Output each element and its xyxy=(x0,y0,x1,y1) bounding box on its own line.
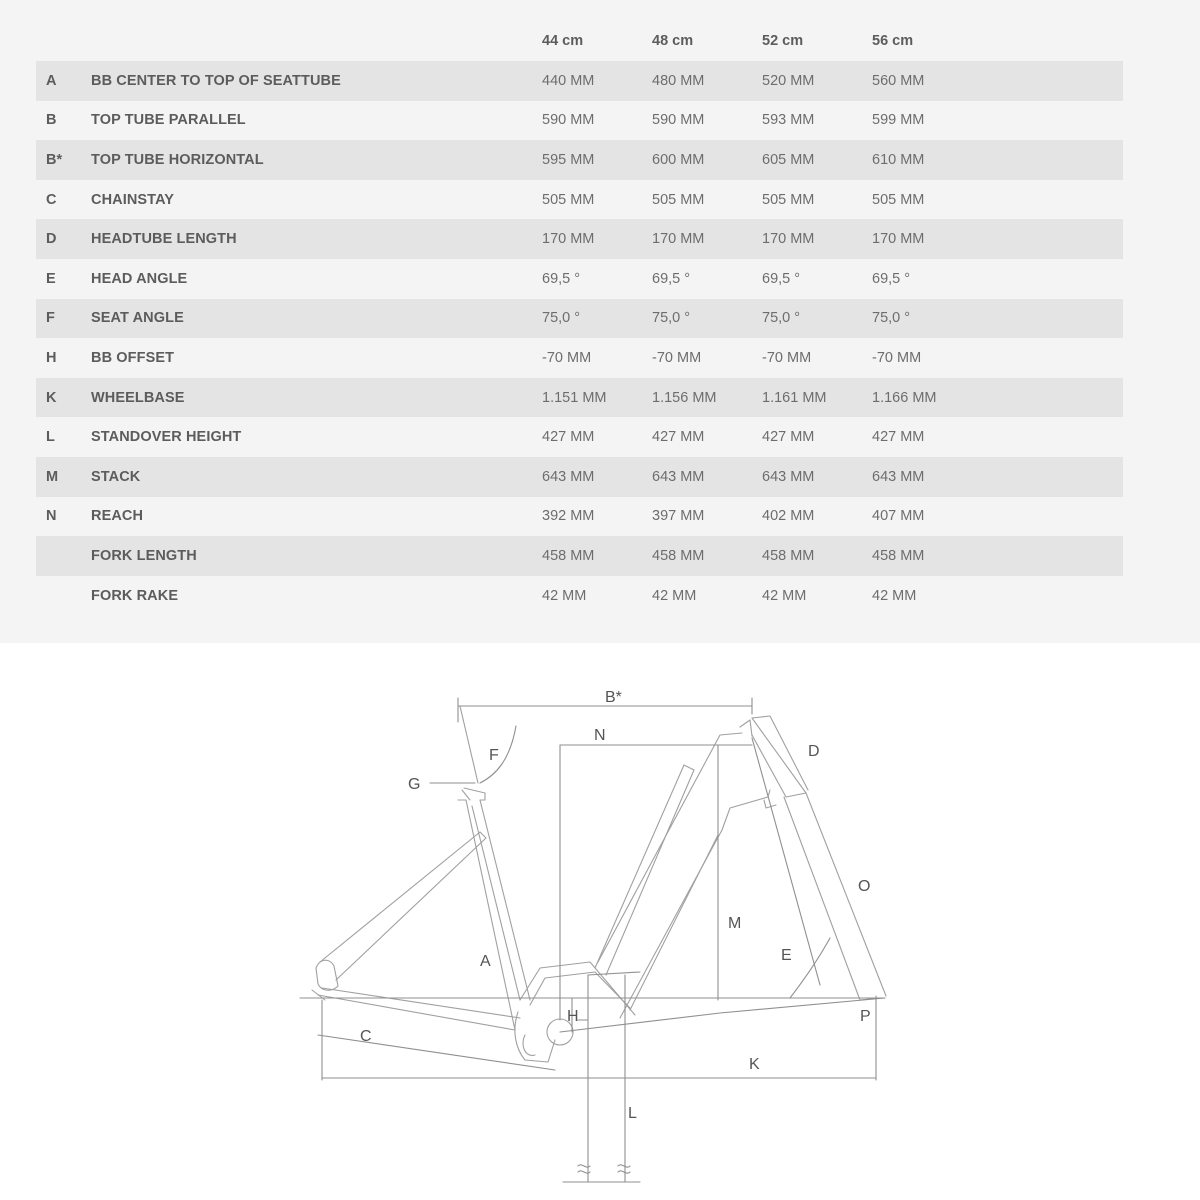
row-value: -70 MM xyxy=(762,338,872,378)
row-value: 505 MM xyxy=(872,180,1123,220)
row-value: 427 MM xyxy=(652,417,762,457)
row-value: -70 MM xyxy=(542,338,652,378)
header-size-48: 48 cm xyxy=(652,33,694,49)
table-row xyxy=(36,338,1123,378)
row-label: WHEELBASE xyxy=(91,378,542,418)
row-value: -70 MM xyxy=(872,338,1123,378)
row-value: 520 MM xyxy=(762,61,872,101)
table-row xyxy=(36,259,1123,299)
row-value: 643 MM xyxy=(542,457,652,497)
table-row xyxy=(36,497,1123,537)
header-code xyxy=(36,21,91,61)
seat-stay-outline xyxy=(312,832,486,1000)
row-label: TOP TUBE HORIZONTAL xyxy=(91,140,542,180)
row-value: 427 MM xyxy=(542,417,652,457)
row-code: B xyxy=(36,101,91,141)
row-value: 75,0 ° xyxy=(542,299,652,339)
down-tube-outline xyxy=(520,733,770,1018)
row-label: TOP TUBE PARALLEL xyxy=(91,101,542,141)
row-code: L xyxy=(36,417,91,457)
header-size-52: 52 cm xyxy=(762,33,804,49)
row-value: 402 MM xyxy=(762,497,872,537)
bike-geometry-diagram xyxy=(0,643,1200,1200)
row-value: 407 MM xyxy=(872,497,1123,537)
dimension-label-n: N xyxy=(594,727,606,744)
row-value: 392 MM xyxy=(542,497,652,537)
dimension-label-b-star: B* xyxy=(605,689,622,706)
row-value: 643 MM xyxy=(652,457,762,497)
row-value: 42 MM xyxy=(652,576,762,616)
row-value: 427 MM xyxy=(872,417,1123,457)
row-value: 1.151 MM xyxy=(542,378,652,418)
row-label: SEAT ANGLE xyxy=(91,299,542,339)
geometry-table xyxy=(36,21,1123,615)
row-value: 170 MM xyxy=(872,219,1123,259)
row-code: B* xyxy=(36,140,91,180)
row-label: REACH xyxy=(91,497,542,537)
row-value: 69,5 ° xyxy=(762,259,872,299)
row-value: 505 MM xyxy=(652,180,762,220)
table-row xyxy=(36,140,1123,180)
dimension-label-f: F xyxy=(489,747,499,764)
row-value: 1.166 MM xyxy=(872,378,1123,418)
row-value: 643 MM xyxy=(872,457,1123,497)
dimension-label-d: D xyxy=(808,743,820,760)
row-code: F xyxy=(36,299,91,339)
row-value: 69,5 ° xyxy=(652,259,762,299)
header-size-44: 44 cm xyxy=(542,33,584,49)
row-value: 605 MM xyxy=(762,140,872,180)
row-code: K xyxy=(36,378,91,418)
dimension-label-o: O xyxy=(858,878,871,895)
row-value: 75,0 ° xyxy=(652,299,762,339)
row-code: M xyxy=(36,457,91,497)
row-code: A xyxy=(36,61,91,101)
row-value: 42 MM xyxy=(762,576,872,616)
dimension-label-l: L xyxy=(628,1105,637,1122)
row-value: 600 MM xyxy=(652,140,762,180)
table-row xyxy=(36,457,1123,497)
row-value: 593 MM xyxy=(762,101,872,141)
row-value: 458 MM xyxy=(762,536,872,576)
row-value: 42 MM xyxy=(542,576,652,616)
row-value: 1.161 MM xyxy=(762,378,872,418)
frame-drawing xyxy=(0,643,1200,1200)
table-row xyxy=(36,417,1123,457)
row-value: 75,0 ° xyxy=(872,299,1123,339)
dimension-label-e: E xyxy=(781,947,792,964)
row-value: 170 MM xyxy=(762,219,872,259)
row-value: 69,5 ° xyxy=(872,259,1123,299)
fork-outline xyxy=(784,793,886,1000)
row-value: 75,0 ° xyxy=(762,299,872,339)
table-row xyxy=(36,536,1123,576)
row-label: FORK LENGTH xyxy=(91,536,542,576)
head-tube-outline xyxy=(752,716,808,808)
dimension-label-a: A xyxy=(480,953,491,970)
row-value: 1.156 MM xyxy=(652,378,762,418)
row-value: 458 MM xyxy=(652,536,762,576)
row-value: 505 MM xyxy=(542,180,652,220)
row-value: 590 MM xyxy=(652,101,762,141)
row-value: 440 MM xyxy=(542,61,652,101)
dimension-label-c: C xyxy=(360,1028,372,1045)
row-code: E xyxy=(36,259,91,299)
row-value: 397 MM xyxy=(652,497,762,537)
row-label: STACK xyxy=(91,457,542,497)
row-label: HEAD ANGLE xyxy=(91,259,542,299)
row-code xyxy=(36,576,91,616)
row-code: H xyxy=(36,338,91,378)
row-value: 458 MM xyxy=(542,536,652,576)
row-value: 69,5 ° xyxy=(542,259,652,299)
row-label: BB OFFSET xyxy=(91,338,542,378)
row-label: BB CENTER TO TOP OF SEATTUBE xyxy=(91,61,542,101)
row-value: 560 MM xyxy=(872,61,1123,101)
table-row xyxy=(36,576,1123,616)
dimension-label-h: H xyxy=(567,1008,579,1025)
table-row xyxy=(36,101,1123,141)
row-label: FORK RAKE xyxy=(91,576,542,616)
row-code: N xyxy=(36,497,91,537)
row-value: 595 MM xyxy=(542,140,652,180)
header-label xyxy=(91,21,542,61)
row-value: 643 MM xyxy=(762,457,872,497)
standover-break-marks xyxy=(578,1165,630,1173)
row-value: 170 MM xyxy=(652,219,762,259)
row-code: D xyxy=(36,219,91,259)
table-row xyxy=(36,61,1123,101)
table-row xyxy=(36,378,1123,418)
dimension-label-m: M xyxy=(728,915,742,932)
header-size-56: 56 cm xyxy=(872,33,914,49)
row-value: 458 MM xyxy=(872,536,1123,576)
dimension-label-k: K xyxy=(749,1056,760,1073)
table-header-row xyxy=(36,21,1123,61)
table-row xyxy=(36,299,1123,339)
row-code xyxy=(36,536,91,576)
row-value: 599 MM xyxy=(872,101,1123,141)
row-value: 427 MM xyxy=(762,417,872,457)
table-row xyxy=(36,180,1123,220)
row-label: STANDOVER HEIGHT xyxy=(91,417,542,457)
row-value: 42 MM xyxy=(872,576,1123,616)
row-value: 590 MM xyxy=(542,101,652,141)
dimension-label-p: P xyxy=(860,1008,871,1025)
row-value: 610 MM xyxy=(872,140,1123,180)
row-label: CHAINSTAY xyxy=(91,180,542,220)
table-row xyxy=(36,219,1123,259)
table-body xyxy=(36,61,1123,615)
row-label: HEADTUBE LENGTH xyxy=(91,219,542,259)
row-value: 170 MM xyxy=(542,219,652,259)
seat-tube-outline xyxy=(458,788,530,1030)
dimension-lines xyxy=(300,698,885,1182)
row-code: C xyxy=(36,180,91,220)
dimension-label-g: G xyxy=(408,776,421,793)
row-value: -70 MM xyxy=(652,338,762,378)
row-value: 505 MM xyxy=(762,180,872,220)
row-value: 480 MM xyxy=(652,61,762,101)
